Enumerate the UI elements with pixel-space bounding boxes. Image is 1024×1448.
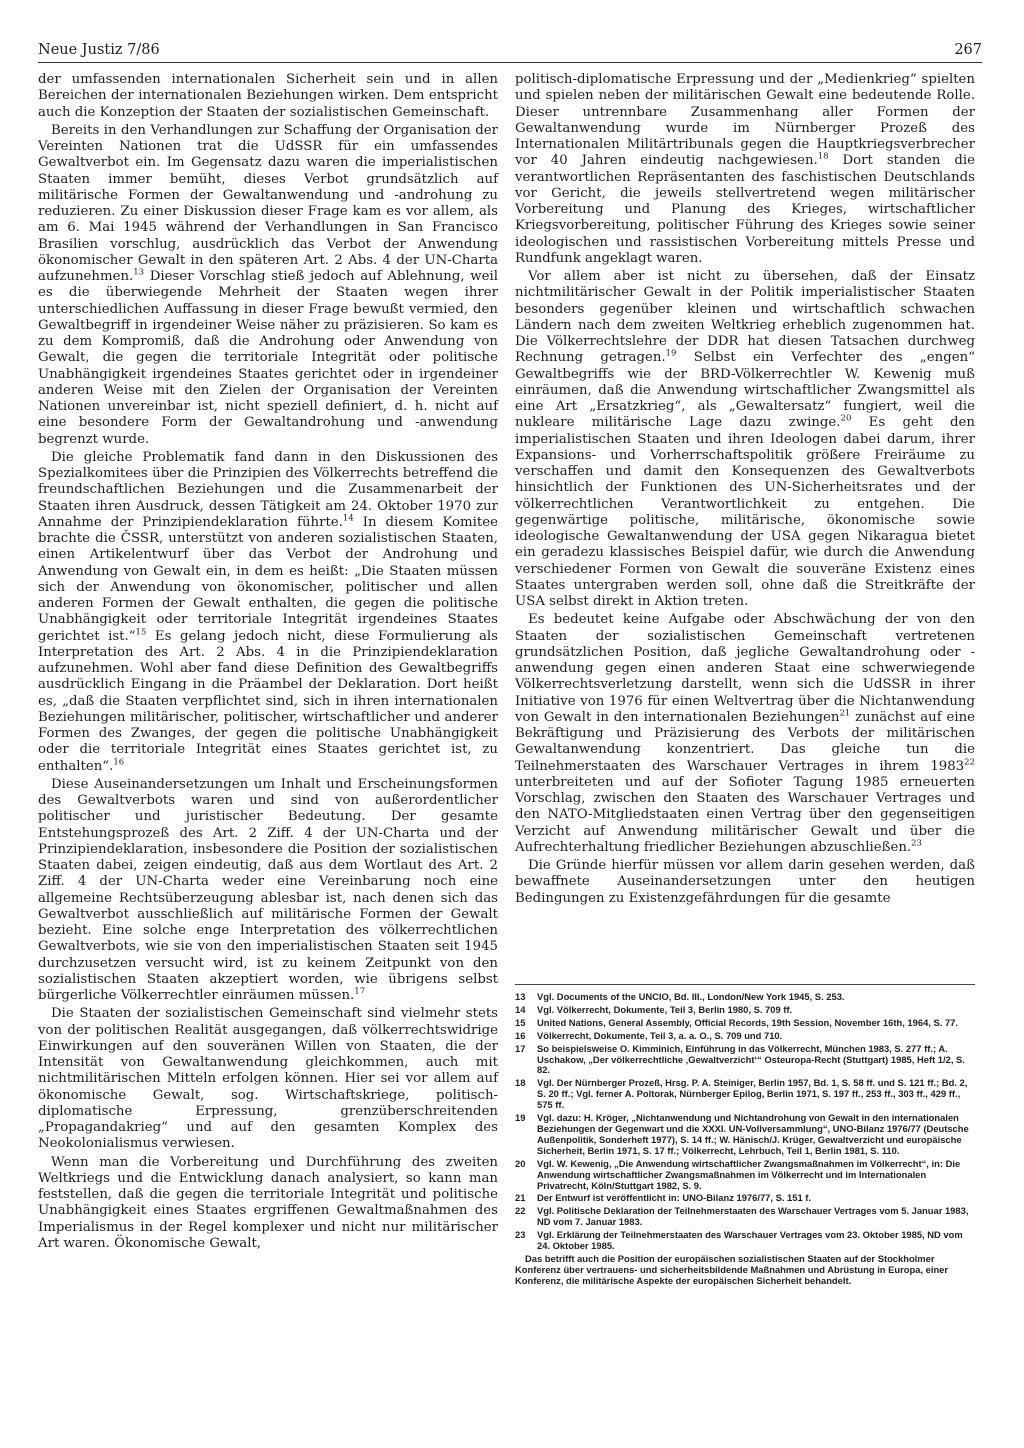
footnote: 17 So beispielsweise O. Kimminich, Einführung in das Völkerrecht, München 1983, S. 277 ff.; A. Uschakow, „Der völkerrechtliche ‚Gewaltverzicht‘“ Osteuropa-Recht (Stuttgart) 1985, Heft 1/2, S. 82. — [515, 1042, 965, 1076]
paragraph: politisch-diplomatische Erpressung und der „Medienkrieg“ spielten und spielen neben der militärischen Gewalt eine bedeutende Rolle. Dieser untrennbare Zusammenhang aller Formen der Gewaltanwendung wurde im Nürnberger Prozeß des Internationalen Militärtribunals gegen die Hauptkriegsverbrecher vor 40 Jahren eindeutig nachgewiesen.$^{18}$ Dort standen die verantwortlichen Repräsentanten des faschistischen Deutschlands vor Gericht, die jeweils stellvertretend wegen militärischer Vorbereitung und Planung des Krieges, wirtschaftlicher Kriegsvorbereitung, politischer Führung des Krieges sowie seiner ideologischen und rassistischen Vorbereitung mittels Presse und Rundfunk angeklagt waren. — [515, 72, 975, 266]
paragraph: Bereits in den Verhandlungen zur Schaffung der Organisation der Vereinten Nationen trat die UdSSR für ein umfassendes Gewaltverbot ein. Im Gegensatz dazu waren die imperialistischen Staaten immer bemüht, dieses Verbot grundsätzlich auf militärische Formen der Gewaltanwendung und -androhung zu reduzieren. Zu einer Diskussion dieser Frage kam es vor allem, als am 6. Mai 1945 während der Verhandlungen in San Francisco Brasilien vorschlug, ausdrücklich das Verbot der Anwendung ökonomischer Gewalt in den späteren Art. 2 Abs. 4 der UN-Charta aufzunehmen.$^{13}$ Dieser Vorschlag stieß jedoch auf Ablehnung, weil es die überwiegende Mehrheit der Staaten wegen ihrer unterschiedlichen Auffassung in dieser Frage bewußt vermied, den Gewaltbegriff in irgendeiner Weise näher zu präzisieren. So kam es zu dem Kompromiß, daß die Androhung oder Anwendung von Gewalt, die gegen die territoriale Integrität oder politische Unabhängigkeit irgendeines Staates gerichtet oder in irgendeiner anderen Weise mit den Zielen der Organisation der Vereinten Nationen unvereinbar ist, nicht speziell definiert, d. h. nicht auf eine besondere Form der Gewaltandrohung und -anwendung begrenzt wurde. — [38, 122, 498, 447]
footnote-ref: 21 — [839, 708, 851, 719]
footnote: 20 Vgl. W. Kewenig, „Die Anwendung wirtschaftlicher Zwangsmaßnahmen im Völkerrecht“, in: Die Anwendung wirtschaftlicher Zwangsmaßnahmen im Völkerrecht und im Internationalen Privatrecht, Köln/Stuttgart 1982, S. 9. — [515, 1157, 961, 1191]
paragraph: Die gleiche Problematik fand dann in den Diskussionen des Spezialkomitees über die Prinzipien des Völkerrechts betreffend die freundschaftlichen Beziehungen und die Zusammenarbeit der Staaten ihren Ausdruck, dessen Tätigkeit am 24. Oktober 1970 zur Annahme der Prinzipiendeklaration führte.$^{14}$ In diesem Komitee brachte die ČSSR, unterstützt von anderen sozialistischen Staaten, einen Artikelentwurf über das Verbot der Androhung und Anwendung von Gewalt ein, in dem es heißt: „Die Staaten müssen sich der Anwendung von ökonomischer, politischer und allen anderen Formen der Gewalt enthalten, die gegen die politische Unabhängigkeit oder territoriale Integrität irgendeines Staates gerichtet ist.“$^{15}$ Es gelang jedoch nicht, diese Formulierung als Interpretation des Art. 2 Abs. 4 in die Prinzipiendeklaration aufzunehmen. Wohl aber fand diese Definition des Gewaltbegriffs ausdrücklich Eingang in die Präambel der Deklaration. Dort heißt es, „daß die Staaten verpflichtet sind, sich in ihren internationalen Beziehungen militärischer, politischer, wirtschaftlicher und anderer Formen des Zwanges, der gegen die politische Unabhängigkeit oder die territoriale Integrität eines Staates gerichtet ist, zu enthalten“.$^{16}$ — [38, 449, 498, 774]
left-column — [38, 72, 498, 1417]
paragraph: Die Gründe hierfür müssen vor allem darin gesehen werden, daß bewaffnete Auseinandersetzungen unter den heutigen Bedingungen zu Existenzgefährdungen für die gesamte — [515, 858, 975, 906]
running-header — [38, 42, 982, 63]
footnote-ref: 15 — [135, 627, 147, 638]
footnote-ref: 13 — [133, 267, 145, 278]
footnote-ref: 22 — [964, 757, 975, 768]
footnote: 22 Vgl. Politische Deklaration der Teilnehmerstaaten des Warschauer Vertrages vom 5. Januar 1983, ND vom 7. Januar 1983. — [515, 1205, 969, 1228]
footnote: 13 Vgl. Documents of the UNCIO, Bd. III., London/New York 1945, S. 253. — [515, 991, 845, 1002]
paragraph: Wenn man die Vorbereitung und Durchführung des zweiten Weltkriegs und die Entwicklung danach analysiert, so kann man feststellen, daß die gegen die territoriale Integrität und politische Unabhängigkeit eines Staates ergriffenen Gewaltmaßnahmen des Imperialismus in der Regel komplexer und nicht nur militärischer Art waren. Ökonomische Gewalt, — [38, 1154, 498, 1251]
journal-title: Neue Justiz 7/86 — [38, 42, 160, 58]
footnote-continuation: Das betrifft auch die Position der europäischen sozialistischen Staaten auf der Stockholmer Konferenz über vertrauens- und sicherheitsbildende Maßnahmen und Abrüstung in Europa, einer Konferenz, die militärische Aspekte der europäischen Sicherheit behandelt. — [515, 1252, 949, 1286]
footnote: 15 United Nations, General Assembly, Official Records, 19th Session, November 16th, 1964, S. 77. — [515, 1016, 958, 1028]
footnote: 19 Vgl. dazu: H. Kröger, „Nichtanwendung und Nichtandrohung von Gewalt in den internationalen Beziehungen der Gegenwart und die XXXI. UN-Vollversammlung“, UNO-Bilanz 1976/77 (Deutsche Außenpolitik, Sonderheft 1977), S. 14 ff.; W. Hänisch/J. Krüger, Gewaltverzicht und europäische Sicherheit, Berlin 1971, S. 17 ff.; Völkerrecht, Lehrbuch, Teil 1, Berlin 1981, S. 110. — [515, 1112, 969, 1156]
paragraph: Vor allem aber ist nicht zu übersehen, daß der Einsatz nichtmilitärischer Gewalt in der Politik imperialistischer Staaten besonders gegenüber kleinen und wirtschaftlich schwachen Ländern nach dem zweiten Weltkrieg erheblich zugenommen hat. Die Völkerrechtslehre der DDR hat diesen Tatsachen durchweg Rechnung getragen.$^{19}$ Selbst ein Verfechter des „engen“ Gewaltbegriffs wie der BRD-Völkerrechtler W. Kewenig muß einräumen, daß die Anwendung wirtschaftlicher Zwangsmittel als eine Art „Ersatzkrieg“, als „Gewaltersatz“ fungiert, weil die nukleare militärische Lage dazu zwinge.$^{20}$ Es geht den imperialistischen Staaten und ihren Ideologen dabei darum, ihrer Expansions- und Vorherrschaftspolitik größere Freiräume zu verschaffen und damit den Konsequenzen des Gewaltverbots hinsichtlich der Funktionen des UN-Sicherheitsrates und der völkerrechtlichen Verantwortlichkeit zu entgehen. Die gegenwärtige politische, militärische, ökonomische sowie ideologische Gewaltanwendung der USA gegen Nikaragua bietet ein geradezu klassisches Beispiel dafür, wie durch die Anwendung verschiedener Formen von Gewalt die souveräne Existenz eines Staates untergraben werden soll, ohne daß die Streitkräfte der USA selbst direkt in Aktion treten. — [515, 269, 975, 609]
paragraph: Es bedeutet keine Aufgabe oder Abschwächung der von den Staaten der sozialistischen Gemeinschaft vertretenen grundsätzlichen Position, daß jegliche Gewaltandrohung oder -anwendung gegen einen anderen Staat eine schwerwiegende Völkerrechtsverletzung darstellt, wenn sich die UdSSR in ihrer Initiative von 1976 für einen Weltvertrag über die Nichtanwendung von Gewalt in den internationalen Beziehungen$^{21}$ zunächst auf eine Bekräftigung und Präzisierung des Verbots der militärischen Gewaltanwendung konzentriert. Das gleiche tun die Teilnehmerstaaten des Warschauer Vertrages in ihrem 1983$^{22}$ unterbreiteten und auf der Sofioter Tagung 1985 erneuerten Vorschlag, zwischen den Staaten des Warschauer Vertrages und den NATO-Mitgliedstaaten einen Vertrag über den gegenseitigen Verzicht auf Anwendung militärischer Gewalt und über die Aufrechterhaltung friedlicher Beziehungen abzuschließen.$^{23}$ — [515, 612, 975, 855]
footnote: 16 Völkerrecht, Dokumente, Teil 3, a. a. O., S. 709 und 710. — [515, 1029, 783, 1041]
footnote: 23 Vgl. Erklärung der Teilnehmerstaaten des Warschauer Vertrages vom 23. Oktober 1985, ND vom 24. Oktober 1985. — [515, 1229, 963, 1252]
footnote-ref: 20 — [840, 413, 852, 424]
footnote: 21 Der Entwurf ist veröffentlicht in: UNO-Bilanz 1976/77, S. 151 f. — [515, 1192, 812, 1204]
paragraph: der umfassenden internationalen Sicherheit sein und in allen Bereichen der internationalen Beziehungen wirken. Dem entspricht auch die Konzeption der Staaten der sozialistischen Gemeinschaft. — [38, 72, 498, 120]
footnote-ref: 23 — [911, 838, 922, 849]
footnote-ref: 19 — [665, 348, 677, 359]
footnote-divider — [515, 984, 975, 985]
footnotes — [515, 992, 975, 1287]
footnote-ref: 14 — [342, 513, 354, 524]
footnote-ref: 16 — [113, 757, 125, 768]
footnote: 14 Vgl. Völkerrecht, Dokumente, Teil 3, Berlin 1980, S. 709 ff. — [515, 1003, 793, 1015]
paragraph: Die Staaten der sozialistischen Gemeinschaft sind vielmehr stets von der politischen Realität ausgegangen, daß völkerrechtswidrige Einwirkungen auf den souveränen Willen von Staaten, die der Intensität von Gewaltanwendung gleichkommen, auch mit nichtmilitärischen Mitteln erfolgen können. Hier sei vor allem auf ökonomische Gewalt, sog. Wirtschaftskriege, politisch-diplomatische Erpressung, grenzüberschreitenden „Propagandakrieg“ und auf den gesamten Komplex des Neokolonialismus verwiesen. — [38, 1006, 498, 1152]
footnote: 18 Vgl. Der Nürnberger Prozeß, Hrsg. P. A. Steiniger, Berlin 1957, Bd. 1, S. 58 ff. und S. 121 ff.; Bd. 2, S. 20 ff.; Vgl. ferner A. Poltorak, Nürnberger Epilog, Berlin 1971, S. 197 ff., 253 ff., 303 ff., 429 ff., 575 ff. — [515, 1077, 968, 1111]
paragraph: Diese Auseinandersetzungen um Inhalt und Erscheinungsformen des Gewaltverbots waren und sind von außerordentlicher politischer und juristischer Bedeutung. Der gesamte Entstehungsprozeß des Art. 2 Ziff. 4 der UN-Charta und der Prinzipiendeklaration, insbesondere die Position der sozialistischen Staaten dabei, zeigen eindeutig, daß aus dem Wortlaut des Art. 2 Ziff. 4 der UN-Charta weder eine Vereinbarung noch eine allgemeine Rechtsüberzeugung ablesbar ist, nach denen sich das Gewaltverbot ausschließlich auf militärische Formen der Gewalt bezieht. Eine solche enge Interpretation des völkerrechtlichen Gewaltverbots, wie sie von den imperialistischen Staaten seit 1945 durchzusetzen versucht wird, ist zu keinem Zeitpunkt von den sozialistischen Staaten akzeptiert worden, wie übrigens selbst bürgerliche Völkerrechtler einräumen müssen.$^{17}$ — [38, 776, 498, 1003]
page-number: 267 — [954, 42, 982, 58]
footnote-ref: 17 — [354, 986, 366, 997]
footnote-ref: 18 — [817, 151, 829, 162]
right-column — [515, 72, 975, 972]
